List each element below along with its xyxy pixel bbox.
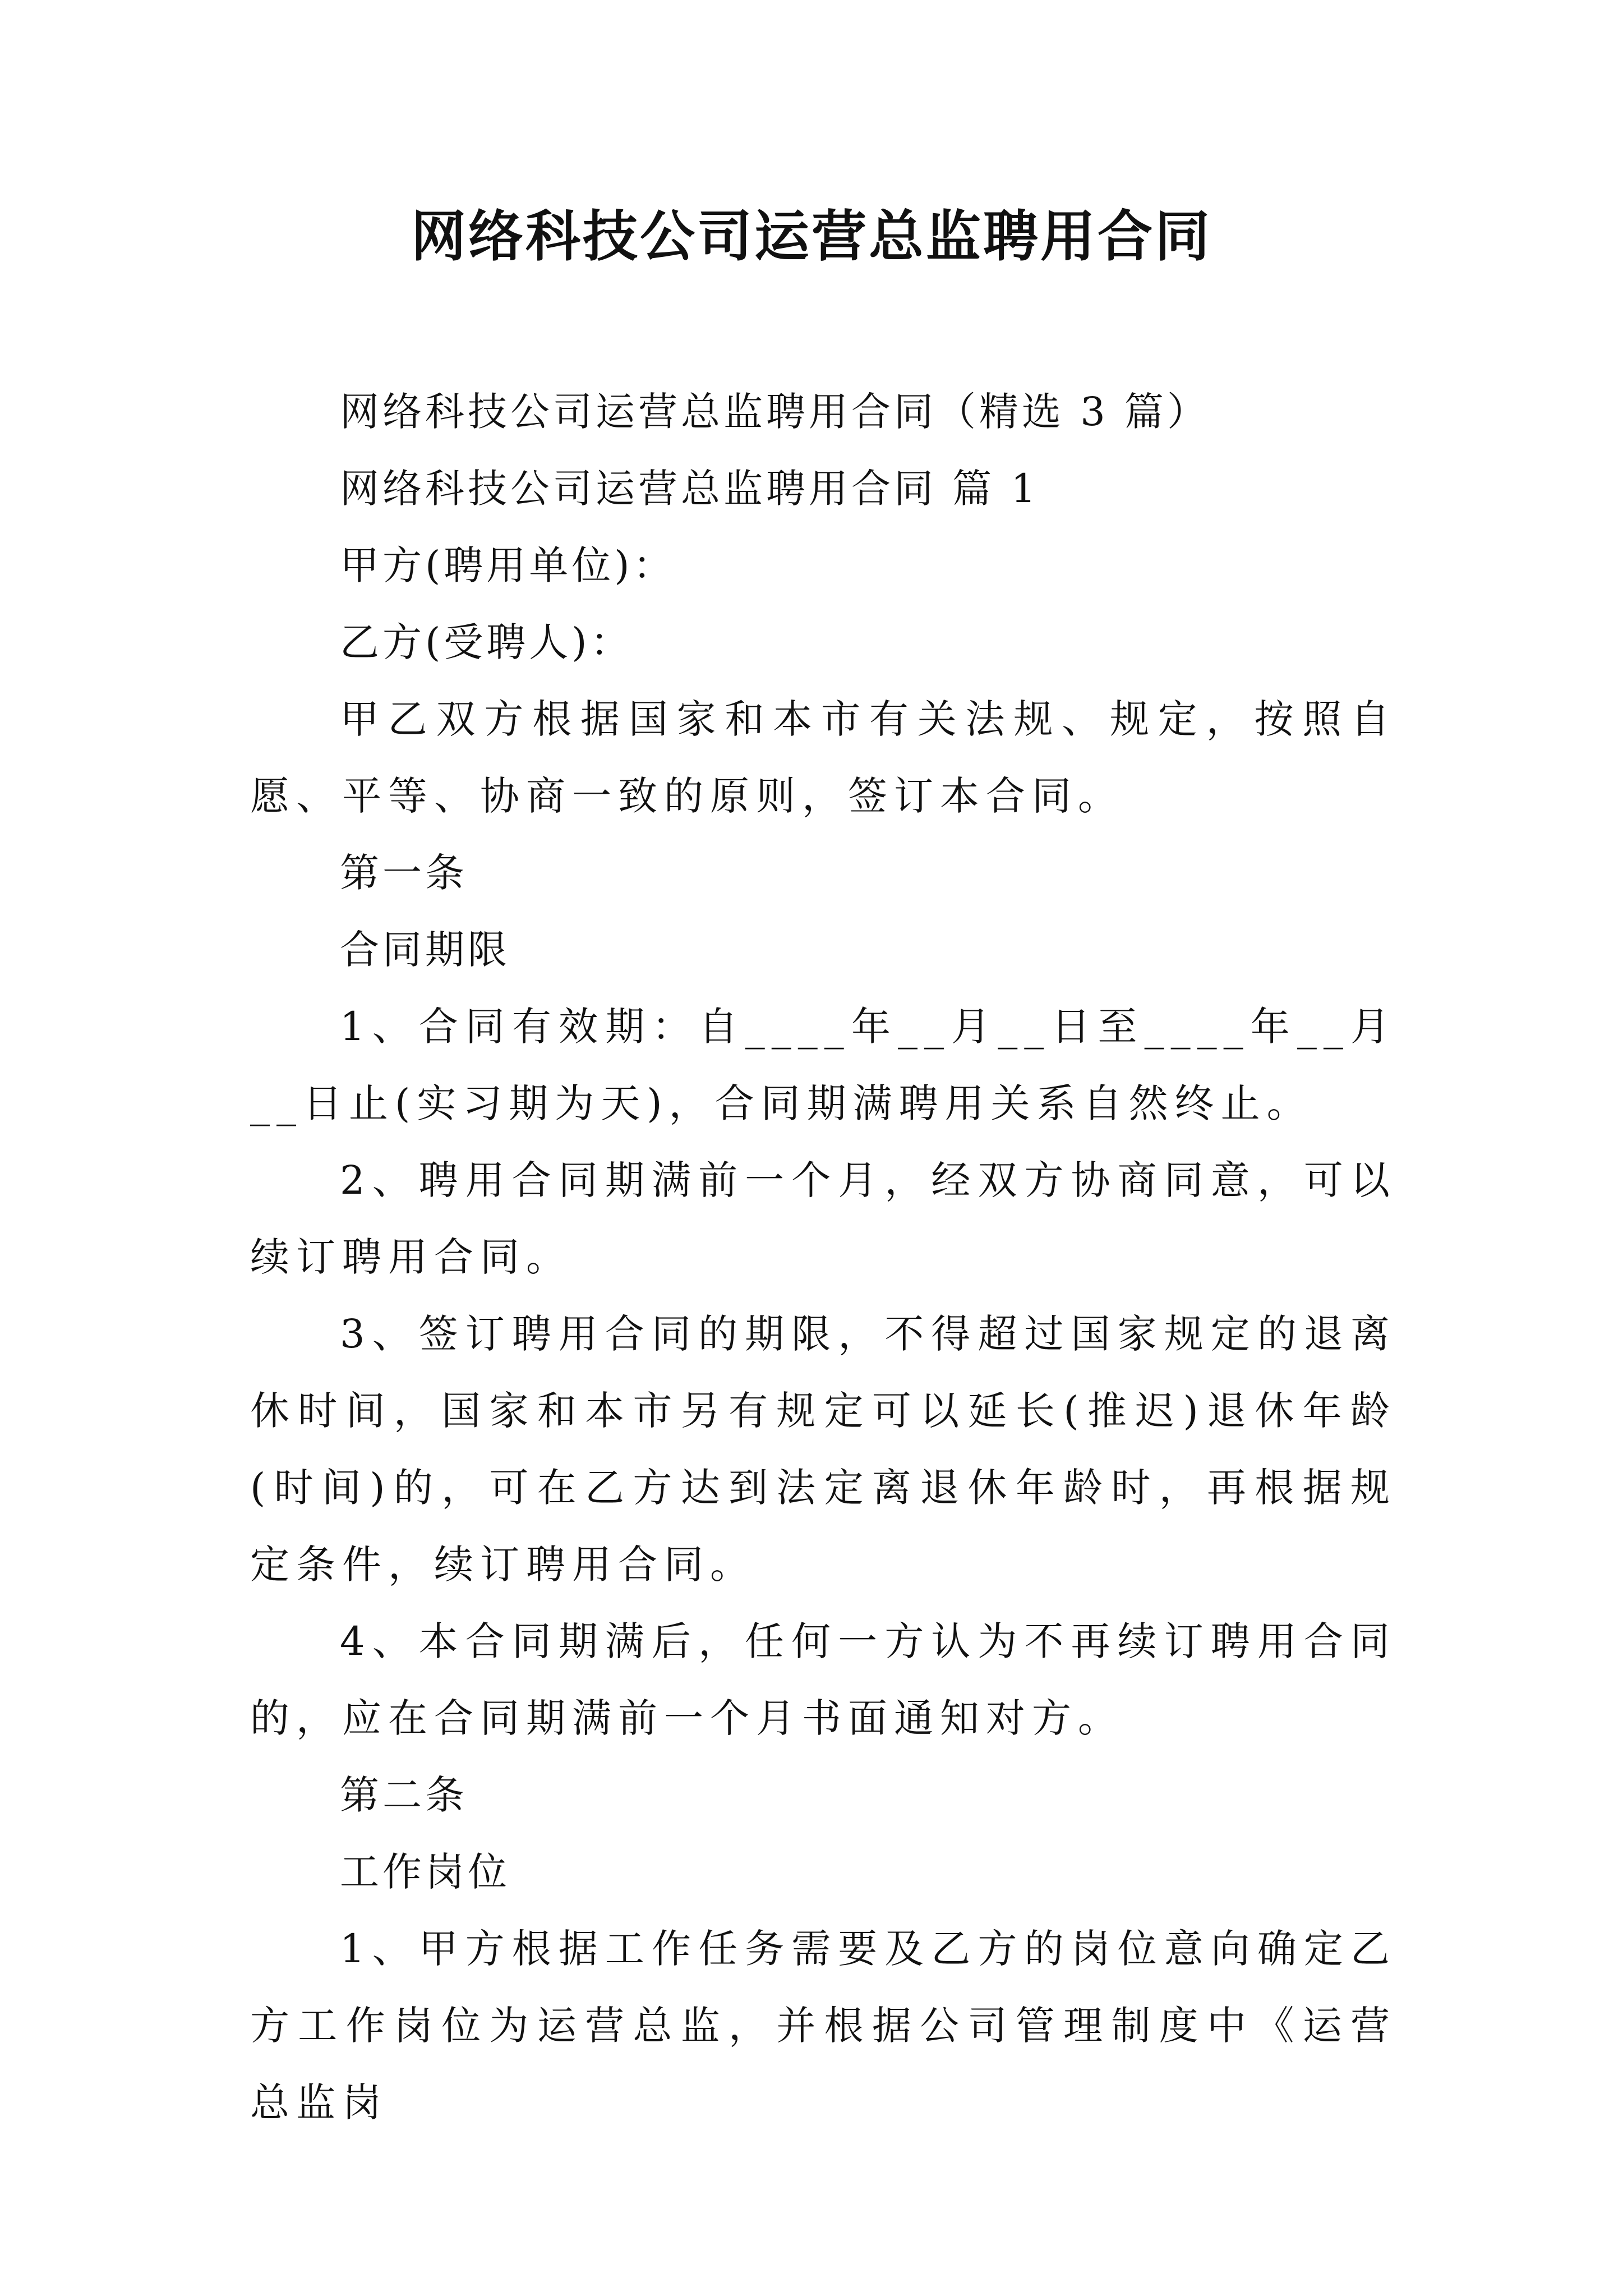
clause-1-3: 3、签订聘用合同的期限，不得超过国家规定的退离休时间，国家和本市另有规定可以延长(推迟)退休年龄(时间)的，可在乙方达到法定离退休年龄时，再根据规定条件，续订聘用合同。 xyxy=(250,1311,1396,1588)
clause-1-1: 1、合同有效期：自____年__月__日至____年__月__日止(实习期为天)，合同期满聘用关系自然终止。 xyxy=(250,1004,1396,1126)
clause-1-4: 4、本合同期满后，任何一方认为不再续订聘用合同的，应在合同期满前一个月书面通知对方。 xyxy=(250,1618,1396,1741)
clause-2-1: 1、甲方根据工作任务需要及乙方的岗位意向确定乙方工作岗位为运营总监，并根据公司管理制度中《运营总监岗 xyxy=(250,1926,1396,2125)
article-1-heading: 第一条 xyxy=(340,850,468,896)
article-2-heading: 第二条 xyxy=(340,1772,468,1818)
article-1-title: 合同期限 xyxy=(340,927,510,973)
preamble-paragraph: 甲乙双方根据国家和本市有关法规、规定，按照自愿、平等、协商一致的原则，签订本合同。 xyxy=(250,696,1396,819)
subtitle-selected: 网络科技公司运营总监聘用合同（精选 3 篇） xyxy=(340,389,1210,435)
party-a-line: 甲方(聘用单位)： xyxy=(340,542,676,588)
section-heading-part-1: 网络科技公司运营总监聘用合同 篇 1 xyxy=(340,466,1040,512)
document-body xyxy=(250,374,1396,2141)
article-2-title: 工作岗位 xyxy=(340,1849,510,1895)
party-b-line: 乙方(受聘人)： xyxy=(340,619,633,665)
document-title: 网络科技公司运营总监聘用合同 xyxy=(411,205,1212,269)
clause-1-2: 2、聘用合同期满前一个月，经双方协商同意，可以续订聘用合同。 xyxy=(250,1157,1396,1280)
